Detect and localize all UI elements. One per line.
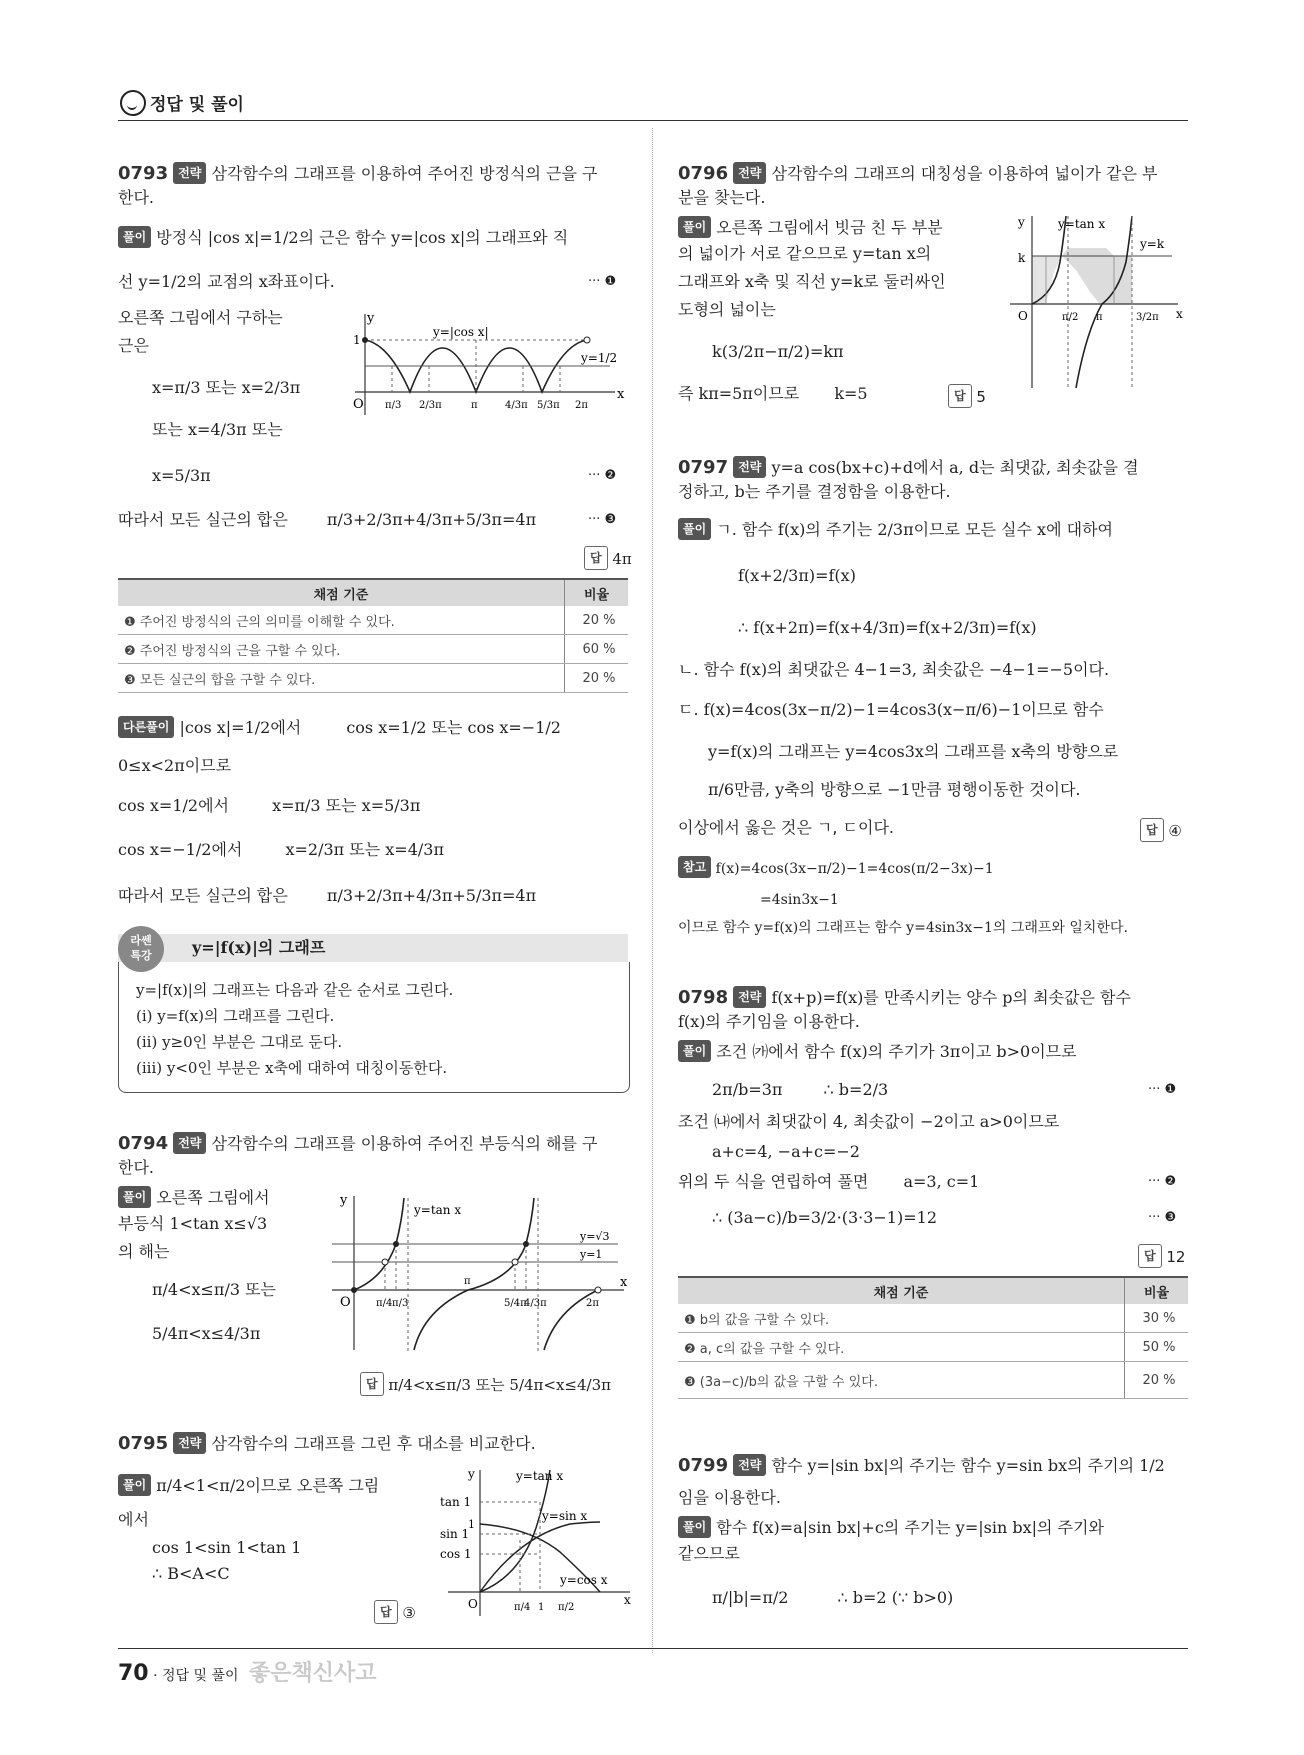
solution-line: 같으므로 bbox=[678, 1544, 740, 1563]
tick-label: π/3 bbox=[392, 1298, 409, 1309]
solution-tag: 풀이 bbox=[118, 1474, 151, 1496]
solution-line: x=5/3π bbox=[152, 466, 211, 485]
solution-line bbox=[118, 510, 536, 530]
answer-icon: 답 bbox=[948, 384, 972, 408]
criteria-header: 채점 기준 bbox=[678, 1277, 1125, 1304]
tick-label: 4/3π bbox=[524, 1298, 547, 1309]
criteria-cell: ❶ b의 값을 구할 수 있다. bbox=[678, 1304, 1125, 1333]
alt-solution-line bbox=[118, 716, 561, 738]
start-point bbox=[362, 337, 368, 343]
y-label: y bbox=[468, 1467, 475, 1481]
alt-text: |cos x|=1/2에서 bbox=[179, 718, 302, 737]
marker-3: ··· ❸ bbox=[1148, 1210, 1177, 1225]
strategy-tag: 전략 bbox=[733, 162, 766, 184]
strategy-text: 삼각함수의 그래프를 이용하여 주어진 부등식의 해를 구 bbox=[211, 1134, 598, 1153]
table-row bbox=[678, 1333, 1188, 1362]
problem-0796-header bbox=[678, 162, 1158, 184]
tick-label: 2π bbox=[575, 400, 588, 411]
tick-label: π bbox=[464, 1276, 471, 1287]
table-row bbox=[678, 1362, 1188, 1399]
solution-text: k=5 bbox=[834, 384, 868, 403]
problem-number: 0797 bbox=[678, 457, 729, 478]
solution-tag: 풀이 bbox=[678, 216, 711, 238]
solution-tag: 풀이 bbox=[118, 226, 151, 248]
graph-tan-area bbox=[1002, 212, 1188, 390]
y-label: y bbox=[340, 1193, 348, 1208]
rate-header: 비율 bbox=[565, 579, 629, 606]
solution-line: a+c=4, −a+c=−2 bbox=[712, 1142, 860, 1161]
x-label: x bbox=[624, 1593, 631, 1607]
solution-line: 이상에서 옳은 것은 ㄱ, ㄷ이다. bbox=[678, 818, 894, 837]
solution-line: 조건 ㈏에서 최댓값이 4, 최솟값이 −2이고 a>0이므로 bbox=[678, 1112, 1060, 1131]
solution-line: f(x+2/3π)=f(x) bbox=[738, 566, 856, 585]
one-label: 1 bbox=[468, 1518, 475, 1531]
solution-text: a=3, c=1 bbox=[903, 1172, 980, 1191]
strategy-tag: 전략 bbox=[173, 1132, 206, 1154]
solution-line: ㄴ. 함수 f(x)의 최댓값은 4−1=3, 최솟값은 −4−1=−5이다. bbox=[678, 660, 1110, 679]
strategy-text-cont: 한다. bbox=[118, 1158, 154, 1177]
alt-solution-line bbox=[118, 886, 536, 906]
line-label: y=1 bbox=[580, 1248, 603, 1261]
answer-value: π/4<x≤π/3 또는 5/4π<x≤4/3π bbox=[388, 1376, 611, 1394]
problem-number: 0794 bbox=[118, 1133, 169, 1154]
k-label: k bbox=[1018, 251, 1026, 265]
solution-line: 의 해는 bbox=[118, 1242, 170, 1261]
criteria-header: 채점 기준 bbox=[118, 579, 565, 606]
closed-point bbox=[393, 1241, 399, 1247]
solution-line bbox=[678, 518, 1113, 540]
note-line: =4sin3x−1 bbox=[760, 892, 839, 908]
end-point bbox=[584, 337, 590, 343]
column-divider bbox=[652, 128, 653, 1653]
solution-text: 따라서 모든 실근의 합은 bbox=[118, 510, 288, 529]
tick-label: π/2 bbox=[558, 1602, 575, 1613]
solution-line: cos 1<sin 1<tan 1 bbox=[152, 1538, 302, 1557]
curve-label: y=|cos x| bbox=[433, 325, 489, 339]
solution-line bbox=[678, 1040, 1077, 1062]
rate-cell: 30 % bbox=[1125, 1304, 1189, 1333]
rate-cell: 60 % bbox=[565, 635, 629, 664]
strategy-tag: 전략 bbox=[173, 162, 206, 184]
tick-label: π/3 bbox=[385, 400, 402, 411]
solution-line: 에서 bbox=[118, 1510, 149, 1529]
note-line bbox=[678, 856, 994, 879]
solution-line bbox=[712, 1588, 953, 1608]
alt-solution-line bbox=[118, 840, 444, 860]
criteria-cell: ❸ (3a−c)/b의 값을 구할 수 있다. bbox=[678, 1362, 1125, 1399]
lab-badge-bottom: 특강 bbox=[130, 949, 152, 962]
solution-line: 선 y=1/2의 교점의 x좌표이다. bbox=[118, 272, 335, 291]
lab-line: (i) y=f(x)의 그래프를 그린다. bbox=[136, 1007, 335, 1025]
page-number: 70 bbox=[118, 1661, 149, 1686]
alt-solution-tag: 다른풀이 bbox=[118, 716, 174, 738]
strategy-text-cont: 임을 이용한다. bbox=[678, 1488, 781, 1507]
answer-icon: 답 bbox=[360, 1372, 384, 1396]
solution-line bbox=[118, 226, 568, 248]
graph-tan bbox=[328, 1190, 634, 1358]
solution-line bbox=[678, 384, 868, 404]
solution-line bbox=[678, 1172, 979, 1192]
solution-text: 함수 f(x)=a|sin bx|+c의 주기는 y=|sin bx|의 주기와 bbox=[716, 1518, 1104, 1537]
criteria-cell: ❶ 주어진 방정식의 근의 의미를 이해할 수 있다. bbox=[118, 606, 565, 635]
cos1-label: cos 1 bbox=[440, 1547, 472, 1561]
solution-text: π/4<1<π/2이므로 오른쪽 그림 bbox=[156, 1476, 380, 1495]
marker-3: ··· ❸ bbox=[588, 512, 617, 527]
solution-line: 오른쪽 그림에서 구하는 bbox=[118, 308, 283, 327]
solution-text: 오른쪽 그림에서 bbox=[156, 1188, 270, 1207]
solution-text: ∴ b=2/3 bbox=[823, 1080, 889, 1099]
solution-text: 오른쪽 그림에서 빗금 친 두 부분 bbox=[716, 218, 943, 237]
criteria-cell: ❷ 주어진 방정식의 근을 구할 수 있다. bbox=[118, 635, 565, 664]
marker-1: ··· ❶ bbox=[588, 274, 617, 289]
alt-text: π/3+2/3π+4/3π+5/3π=4π bbox=[326, 886, 537, 905]
rate-header: 비율 bbox=[1125, 1277, 1189, 1304]
solution-text: 조건 ㈎에서 함수 f(x)의 주기가 3π이고 b>0이므로 bbox=[716, 1042, 1077, 1061]
criteria-cell: ❷ a, c의 값을 구할 수 있다. bbox=[678, 1333, 1125, 1362]
answer-icon: 답 bbox=[1140, 818, 1164, 842]
answer-value: 12 bbox=[1166, 1248, 1186, 1266]
solution-line: y=f(x)의 그래프는 y=4cos3x의 그래프를 x축의 방향으로 bbox=[708, 742, 1119, 761]
table-row bbox=[118, 664, 628, 693]
solution-line bbox=[678, 1516, 1104, 1538]
alt-text: cos x=1/2에서 bbox=[118, 796, 229, 815]
graph-abs-cos bbox=[345, 310, 635, 422]
y-label: y bbox=[1018, 215, 1025, 229]
strategy-text: y=a cos(bx+c)+d에서 a, d는 최댓값, 최솟값을 결 bbox=[771, 458, 1139, 477]
solution-line: ㄷ. f(x)=4cos(3x−π/2)−1=4cos3(x−π/6)−1이므로 함수 bbox=[678, 700, 1104, 719]
answer-0794 bbox=[360, 1372, 611, 1396]
footer-rule bbox=[118, 1648, 1188, 1649]
origin-point bbox=[351, 1287, 357, 1293]
table-row bbox=[678, 1304, 1188, 1333]
alt-text: x=2/3π 또는 x=4/3π bbox=[285, 840, 444, 859]
tan-curve bbox=[480, 1470, 550, 1592]
line-label: y=√3 bbox=[580, 1230, 610, 1243]
note-line: 이므로 함수 y=f(x)의 그래프는 함수 y=4sin3x−1의 그래프와 일치한다. bbox=[678, 920, 1128, 936]
solution-text: π/|b|=π/2 bbox=[712, 1588, 789, 1607]
problem-0797-header bbox=[678, 456, 1139, 478]
alt-text: 따라서 모든 실근의 합은 bbox=[118, 886, 288, 905]
solution-line: 또는 x=4/3π 또는 bbox=[152, 420, 283, 439]
solution-line: 근은 bbox=[118, 336, 149, 355]
rate-cell: 20 % bbox=[1125, 1362, 1189, 1399]
tick-label: π/4 bbox=[514, 1602, 531, 1613]
answer-value: 5 bbox=[976, 388, 986, 406]
footer-label: · 정답 및 풀이 bbox=[153, 1668, 239, 1684]
tick-label: π bbox=[1096, 312, 1103, 323]
alt-text: x=π/3 또는 x=5/3π bbox=[272, 796, 421, 815]
x-label: x bbox=[620, 1275, 628, 1290]
solution-line: 5/4π<x≤4/3π bbox=[152, 1324, 261, 1343]
solution-line: π/6만큼, y축의 방향으로 −1만큼 평행이동한 것이다. bbox=[708, 780, 1081, 799]
sin-label: y=sin x bbox=[542, 1509, 588, 1523]
problem-number: 0795 bbox=[118, 1433, 169, 1454]
problem-number: 0796 bbox=[678, 163, 729, 184]
alt-text: cos x=1/2 또는 cos x=−1/2 bbox=[346, 718, 561, 737]
rate-cell: 20 % bbox=[565, 606, 629, 635]
answer-icon: 답 bbox=[1138, 1244, 1162, 1268]
strategy-text: 삼각함수의 그래프의 대칭성을 이용하여 넓이가 같은 부 bbox=[771, 164, 1158, 183]
rate-cell: 20 % bbox=[565, 664, 629, 693]
table-row bbox=[118, 635, 628, 664]
solution-tag: 풀이 bbox=[118, 1186, 151, 1208]
strategy-text: f(x+p)=f(x)를 만족시키는 양수 p의 최솟값은 함수 bbox=[771, 988, 1131, 1007]
tick-label: 4/3π bbox=[505, 400, 528, 411]
lab-badge-top: 라쎈 bbox=[130, 934, 152, 947]
lab-title: y=|f(x)|의 그래프 bbox=[192, 938, 326, 957]
solution-line bbox=[712, 1080, 888, 1100]
solution-line: x=π/3 또는 x=2/3π bbox=[152, 378, 301, 397]
solution-line: ∴ B<A<C bbox=[152, 1564, 230, 1583]
solution-line bbox=[678, 216, 943, 238]
tick-label: 2/3π bbox=[419, 400, 442, 411]
solution-line: ∴ f(x+2π)=f(x+4/3π)=f(x+2/3π)=f(x) bbox=[738, 618, 1037, 637]
origin-label: O bbox=[353, 397, 364, 412]
strategy-text: 삼각함수의 그래프를 이용하여 주어진 방정식의 근을 구 bbox=[211, 164, 598, 183]
solution-text: 방정식 |cos x|=1/2의 근은 함수 y=|cos x|의 그래프와 직 bbox=[156, 228, 569, 247]
solution-tag: 풀이 bbox=[678, 1040, 711, 1062]
answer-icon: 답 bbox=[374, 1600, 398, 1624]
problem-number: 0793 bbox=[118, 163, 169, 184]
origin-label: O bbox=[1018, 309, 1028, 323]
tick-label: 3/2π bbox=[1136, 312, 1159, 323]
alt-solution-line bbox=[118, 796, 420, 816]
shaded-region bbox=[1032, 256, 1062, 304]
lab-line: (iii) y<0인 부분은 x축에 대하여 대칭이동한다. bbox=[136, 1059, 448, 1077]
tick-label: π bbox=[471, 400, 478, 411]
problem-0794-header bbox=[118, 1132, 598, 1154]
solution-line: k(3/2π−π/2)=kπ bbox=[712, 342, 844, 361]
answer-icon: 답 bbox=[584, 546, 608, 570]
strategy-text: 삼각함수의 그래프를 그린 후 대소를 비교한다. bbox=[211, 1434, 536, 1453]
answer-0798 bbox=[1138, 1244, 1185, 1268]
tick-label: π/2 bbox=[1062, 312, 1079, 323]
tan1-label: tan 1 bbox=[440, 1495, 472, 1509]
strategy-tag: 전략 bbox=[173, 1432, 206, 1454]
answer-0795 bbox=[374, 1600, 416, 1624]
strategy-text-cont: f(x)의 주기임을 이용한다. bbox=[678, 1012, 860, 1031]
one-label: 1 bbox=[353, 333, 361, 347]
lab-line: y=|f(x)|의 그래프는 다음과 같은 순서로 그린다. bbox=[136, 981, 454, 999]
answer-value: ③ bbox=[402, 1604, 416, 1622]
solution-tag: 풀이 bbox=[678, 1516, 711, 1538]
answer-0796 bbox=[948, 384, 986, 408]
answer-value: ④ bbox=[1168, 822, 1182, 840]
problem-0793-header bbox=[118, 162, 598, 184]
end-point bbox=[595, 1287, 601, 1293]
note-tag: 참고 bbox=[678, 856, 711, 878]
y-label: y bbox=[367, 311, 375, 326]
solution-line: 의 넓이가 서로 같으므로 y=tan x의 bbox=[678, 244, 932, 263]
solution-line: ∴ (3a−c)/b=3/2·(3·3−1)=12 bbox=[712, 1208, 937, 1227]
tick-label: 5/4π bbox=[504, 1298, 527, 1309]
origin-label: O bbox=[468, 1597, 478, 1611]
solution-text: 위의 두 식을 연립하여 풀면 bbox=[678, 1172, 869, 1191]
open-point bbox=[382, 1259, 388, 1265]
strategy-tag: 전략 bbox=[733, 1454, 766, 1476]
answer-value: 4π bbox=[612, 550, 632, 568]
x-label: x bbox=[1176, 307, 1183, 321]
solution-math: π/3+2/3π+4/3π+5/3π=4π bbox=[326, 510, 537, 529]
solution-line bbox=[118, 1474, 379, 1496]
line-label: y=1/2 bbox=[581, 351, 618, 365]
marker-2: ··· ❷ bbox=[1148, 1174, 1177, 1189]
solution-line: π/4<x≤π/3 또는 bbox=[152, 1280, 277, 1299]
criteria-cell: ❸ 모든 실근의 합을 구할 수 있다. bbox=[118, 664, 565, 693]
sin1-label: sin 1 bbox=[440, 1527, 470, 1541]
strategy-text-cont: 정하고, b는 주기를 결정함을 이용한다. bbox=[678, 482, 951, 501]
solution-text: 2π/b=3π bbox=[712, 1080, 783, 1099]
solution-line: 그래프와 x축 및 직선 y=k로 둘러싸인 bbox=[678, 272, 946, 291]
solution-line: 도형의 넓이는 bbox=[678, 300, 776, 319]
tick-label: π/4 bbox=[376, 1298, 393, 1309]
tick-label: 1 bbox=[538, 1602, 545, 1613]
scoring-table-0793 bbox=[118, 578, 628, 693]
open-point bbox=[512, 1259, 518, 1265]
header-title: 정답 및 풀이 bbox=[150, 95, 244, 115]
problem-0799-header bbox=[678, 1454, 1165, 1476]
answer-0797 bbox=[1140, 818, 1182, 842]
scoring-table-0798 bbox=[678, 1276, 1188, 1399]
page-footer bbox=[118, 1656, 376, 1687]
solution-text: ∴ b=2 (∵ b>0) bbox=[837, 1588, 954, 1607]
marker-1: ··· ❶ bbox=[1148, 1082, 1177, 1097]
strategy-text-cont: 한다. bbox=[118, 188, 154, 207]
note-text: f(x)=4cos(3x−π/2)−1=4cos(π/2−3x)−1 bbox=[715, 861, 994, 877]
strategy-text-cont: 분을 찾는다. bbox=[678, 188, 766, 207]
strategy-text: 함수 y=|sin bx|의 주기는 함수 y=sin bx의 주기의 1/2 bbox=[771, 1456, 1165, 1475]
curve-label: y=tan x bbox=[1058, 217, 1106, 231]
problem-number: 0798 bbox=[678, 987, 729, 1008]
answer-0793 bbox=[584, 546, 632, 570]
marker-2: ··· ❷ bbox=[588, 468, 617, 483]
solution-text: 즉 kπ=5π이므로 bbox=[678, 384, 800, 403]
alt-text: cos x=−1/2에서 bbox=[118, 840, 243, 859]
origin-label: O bbox=[340, 1295, 351, 1310]
tick-label: 2π bbox=[586, 1298, 599, 1309]
problem-0798-header bbox=[678, 986, 1131, 1008]
tick-label: 5/3π bbox=[537, 400, 560, 411]
cos-label: y=cos x bbox=[560, 1573, 608, 1587]
problem-0795-header bbox=[118, 1432, 536, 1454]
curve-label: y=tan x bbox=[414, 1203, 462, 1217]
problem-number: 0799 bbox=[678, 1455, 729, 1476]
alt-solution-line: 0≤x<2π이므로 bbox=[118, 756, 232, 775]
strategy-tag: 전략 bbox=[733, 986, 766, 1008]
rate-cell: 50 % bbox=[1125, 1333, 1189, 1362]
graph-trig-compare bbox=[440, 1466, 640, 1620]
solution-line: 부등식 1<tan x≤√3 bbox=[118, 1214, 268, 1233]
tan-branch bbox=[414, 1198, 534, 1350]
publisher-watermark: 좋은책신사고 bbox=[248, 1661, 377, 1686]
page-header bbox=[118, 88, 1188, 121]
solution-line bbox=[118, 1186, 270, 1208]
strategy-tag: 전략 bbox=[733, 456, 766, 478]
table-row bbox=[118, 606, 628, 635]
lab-line: (ii) y≥0인 부분은 그대로 둔다. bbox=[136, 1033, 343, 1051]
solution-text: ㄱ. 함수 f(x)의 주기는 2/3π이므로 모든 실수 x에 대하여 bbox=[716, 520, 1113, 539]
smile-icon bbox=[120, 90, 146, 116]
solution-tag: 풀이 bbox=[678, 518, 711, 540]
x-label: x bbox=[617, 387, 625, 402]
tan-label: y=tan x bbox=[516, 1469, 564, 1483]
closed-point bbox=[523, 1241, 529, 1247]
line-label: y=k bbox=[1140, 237, 1165, 251]
